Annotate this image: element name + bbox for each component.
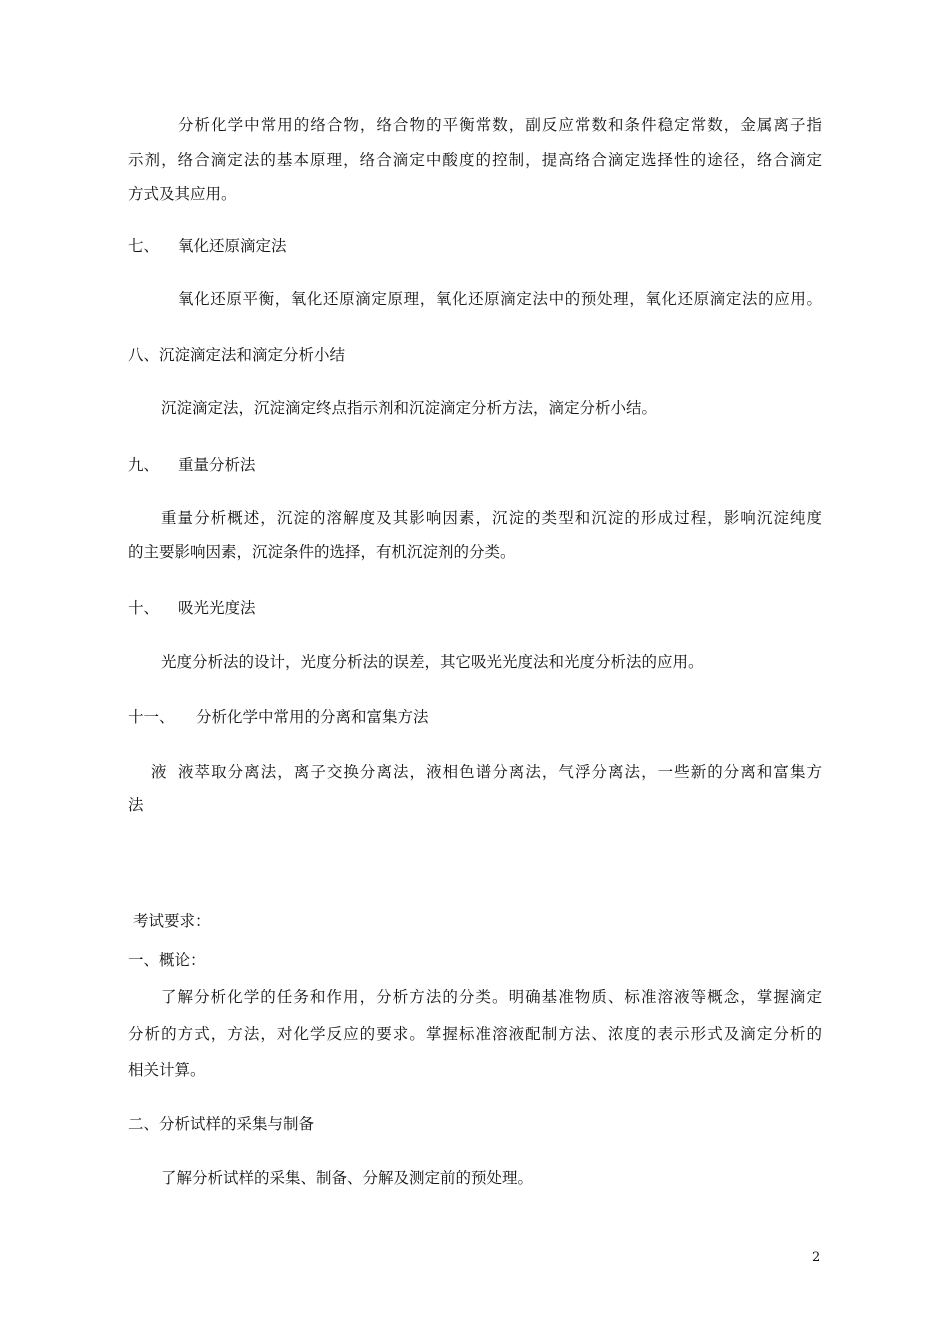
section-11-body-line-1a: 液	[151, 763, 167, 781]
section-7-number: 七、	[128, 237, 160, 255]
section-9-number: 九、	[128, 456, 160, 474]
section-9-heading	[128, 455, 256, 475]
requirement-2-body: 了解分析试样的采集、制备、分解及测定前的预处理。	[161, 1169, 534, 1187]
section-11-body-line-1b: 液萃取分离法，离子交换分离法，液相色谱分离法，气浮分离法，一些新的分离和富集方	[178, 763, 822, 781]
section-6-body-line-3: 方式及其应用。	[128, 185, 237, 203]
section-10-heading	[128, 598, 256, 618]
requirement-2-heading: 二、分析试样的采集与制备	[128, 1115, 315, 1133]
section-11-title: 分析化学中常用的分离和富集方法	[196, 708, 429, 726]
requirements-heading: 考试要求：	[133, 912, 211, 930]
section-9-body-line-1: 重量分析概述，沉淀的溶解度及其影响因素，沉淀的类型和沉淀的形成过程，影响沉淀纯度	[161, 509, 822, 527]
requirement-1-body-line-1: 了解分析化学的任务和作用，分析方法的分类。明确基准物质、标准溶液等概念，掌握滴定	[161, 988, 822, 1006]
section-7-body: 氧化还原平衡，氧化还原滴定原理，氧化还原滴定法中的预处理，氧化还原滴定法的应用。	[178, 290, 822, 308]
section-9-body-line-2: 的主要影响因素，沉淀条件的选择，有机沉淀剂的分类。	[128, 543, 516, 561]
section-8-body: 沉淀滴定法，沉淀滴定终点指示剂和沉淀滴定分析方法，滴定分析小结。	[161, 399, 658, 417]
page-number: 2	[812, 1250, 821, 1265]
requirement-1-heading: 一、概论：	[128, 951, 206, 969]
section-10-number: 十、	[128, 599, 160, 617]
section-6-body-line-2: 示剂，络合滴定法的基本原理，络合滴定中酸度的控制，提高络合滴定选择性的途径，络合滴定	[128, 151, 822, 169]
section-10-body: 光度分析法的设计，光度分析法的误差，其它吸光光度法和光度分析法的应用。	[161, 653, 704, 671]
requirement-1-body-line-2: 分析的方式，方法，对化学反应的要求。掌握标准溶液配制方法、浓度的表示形式及滴定分析的	[128, 1025, 822, 1043]
section-7-heading	[128, 236, 287, 256]
section-11-number: 十一、	[128, 708, 175, 726]
section-9-title: 重量分析法	[178, 456, 256, 474]
requirement-1-body-line-3: 相关计算。	[128, 1061, 206, 1079]
section-8-heading: 八、沉淀滴定法和滴定分析小结	[128, 346, 346, 364]
section-10-title: 吸光光度法	[178, 599, 256, 617]
section-7-title: 氧化还原滴定法	[178, 237, 287, 255]
section-11-heading	[128, 707, 429, 727]
section-6-body-line-1: 分析化学中常用的络合物，络合物的平衡常数，副反应常数和条件稳定常数，金属离子指	[178, 116, 822, 134]
section-11-body-line-2: 法	[128, 796, 144, 814]
